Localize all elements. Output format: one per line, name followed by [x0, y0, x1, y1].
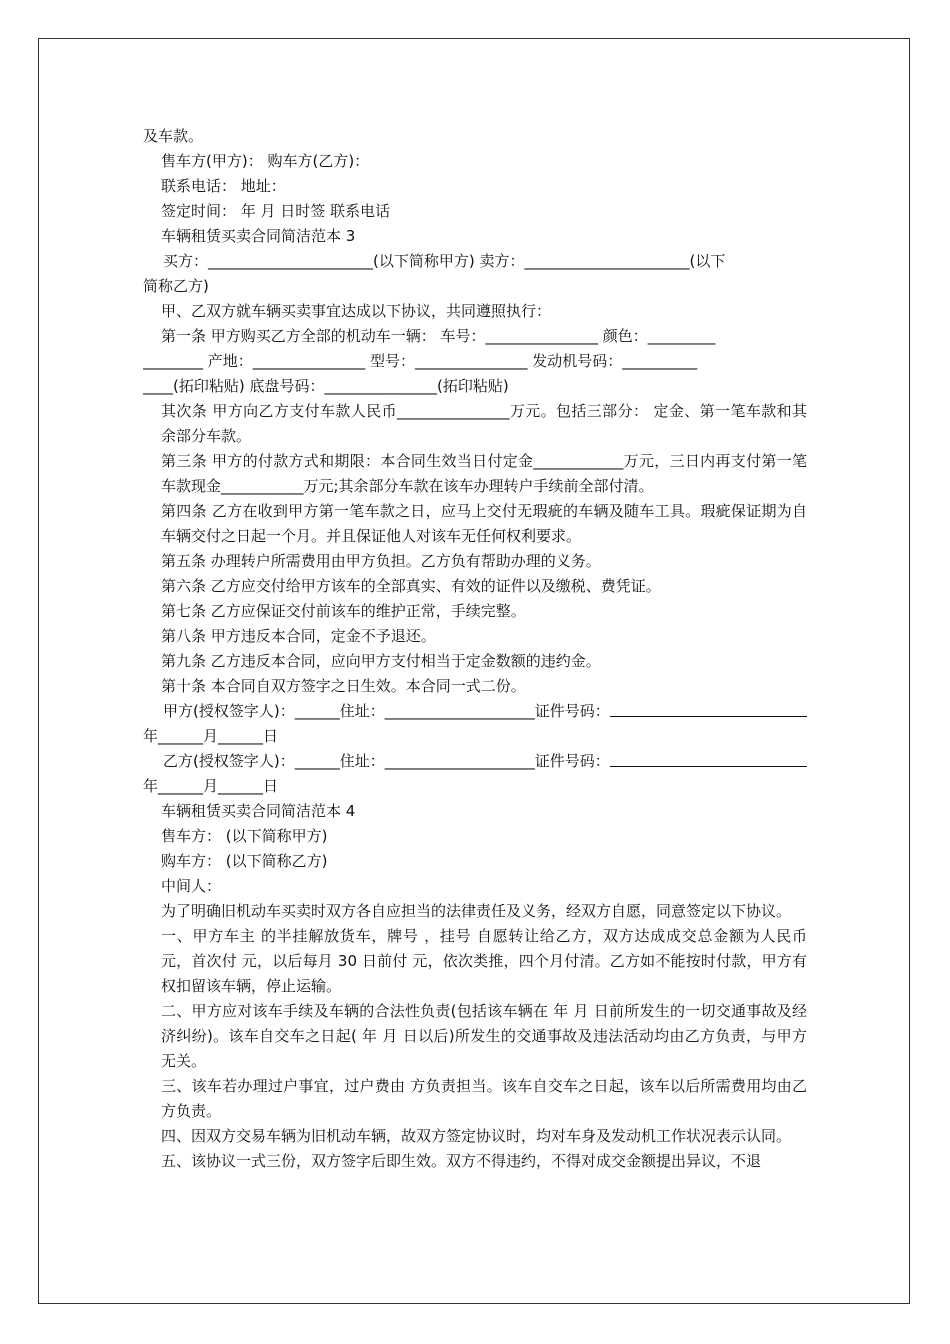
- signature-line-party-a: [143, 699, 807, 724]
- text-line: 联系电话： 地址：: [161, 177, 286, 195]
- text-line: 甲、乙双方就车辆买卖事宜达成以下协议，共同遵照执行：: [161, 302, 552, 320]
- text-line: 第一条 甲方购买乙方全部的机动车一辆： 车号：_______________ 颜色：_________: [161, 327, 716, 345]
- text-line: 买方：______________________(以下简称甲方) 卖方：______________________(以下: [163, 252, 726, 270]
- text-line: 购车方： (以下简称乙方): [161, 852, 328, 870]
- paragraph: 为了明确旧机动车买卖时双方各自应担当的法律责任及义务，经双方自愿，同意签定以下协议。: [161, 902, 792, 920]
- date-line: 年______月______日: [143, 777, 279, 795]
- text-line: ________ 产地：_______________ 型号：_______________ 发动机号码：__________: [143, 352, 698, 370]
- text-line: 第八条 甲方违反本合同，定金不予退还。: [161, 627, 436, 645]
- signature-label: 乙方(授权签字人)：______住址：____________________证件号码：: [163, 752, 610, 770]
- blank-field: [610, 749, 807, 767]
- text-line: 第七条 乙方应保证交付前该车的维护正常，手续完整。: [161, 602, 526, 620]
- paragraph: 四、因双方交易车辆为旧机动车辆，故双方签定协议时，均对车身及发动机工作状况表示认同。: [161, 1127, 792, 1145]
- blank-field: [610, 699, 807, 717]
- text-line: 签定时间： 年 月 日时签 联系电话: [161, 202, 391, 220]
- text-line: 第九条 乙方违反本合同，应向甲方支付相当于定金数额的违约金。: [161, 652, 601, 670]
- text-line: 五、该协议一式三份，双方签字后即生效。双方不得违约，不得对成交金额提出异议，不退: [161, 1152, 762, 1170]
- text-line: 及车款。: [143, 127, 204, 145]
- text-line: 售车方： (以下简称甲方): [161, 827, 328, 845]
- signature-label: 甲方(授权签字人)：______住址：____________________证件号码：: [163, 702, 610, 720]
- paragraph: 第三条 甲方的付款方式和期限：本合同生效当日付定金____________万元，三日内再支付第一笔车款现金___________万元;其余部分车款在该车办理转户手续前全部付清。: [161, 452, 807, 495]
- paragraph: 其次条 甲方向乙方支付车款人民币_______________万元。包括三部分： 定金、第一笔车款和其余部分车款。: [161, 402, 807, 445]
- text-line: 简称乙方): [143, 277, 209, 295]
- text-line: 第六条 乙方应交付给甲方该车的全部真实、有效的证件以及缴税、费凭证。: [161, 577, 661, 595]
- date-line: 年______月______日: [143, 727, 279, 745]
- text-line: ____(拓印粘贴) 底盘号码：_______________(拓印粘贴): [143, 377, 509, 395]
- section-heading: 车辆租赁买卖合同简洁范本 4: [161, 802, 356, 820]
- paragraph: 一、甲方车主 的半挂解放货车，牌号 ，挂号 自愿转让给乙方，双方达成成交总金额为人民币 元，首次付 元，以后每月 30 日前付 元，依次类推，四个月付清。乙方如不能按时付款，甲方有权扣留该车辆，停止运输。: [161, 927, 807, 995]
- text-line: 售车方(甲方)： 购车方(乙方)：: [161, 152, 370, 170]
- signature-line-party-b: [143, 749, 807, 774]
- text-line: 第五条 办理转户所需费用由甲方负担。乙方负有帮助办理的义务。: [161, 552, 601, 570]
- text-line: 第十条 本合同自双方签字之日生效。本合同一式二份。: [161, 677, 526, 695]
- text-line: 中间人：: [161, 877, 222, 895]
- paragraph: 第四条 乙方在收到甲方第一笔车款之日，应马上交付无瑕疵的车辆及随车工具。瑕疵保证期为自车辆交付之日起一个月。并且保证他人对该车无任何权利要求。: [161, 502, 807, 545]
- section-heading: 车辆租赁买卖合同简洁范本 3: [161, 227, 356, 245]
- paragraph: 三、该车若办理过户事宜，过户费由 方负责担当。该车自交车之日起，该车以后所需费用均由乙方负责。: [161, 1077, 807, 1120]
- document-body: [143, 124, 807, 1174]
- paragraph: 二、甲方应对该车手续及车辆的合法性负责(包括该车辆在 年 月 日前所发生的一切交通事故及经济纠纷)。该车自交车之日起( 年 月 日以后)所发生的交通事故及违法活动均由乙方负责，与甲方无关。: [161, 1002, 807, 1070]
